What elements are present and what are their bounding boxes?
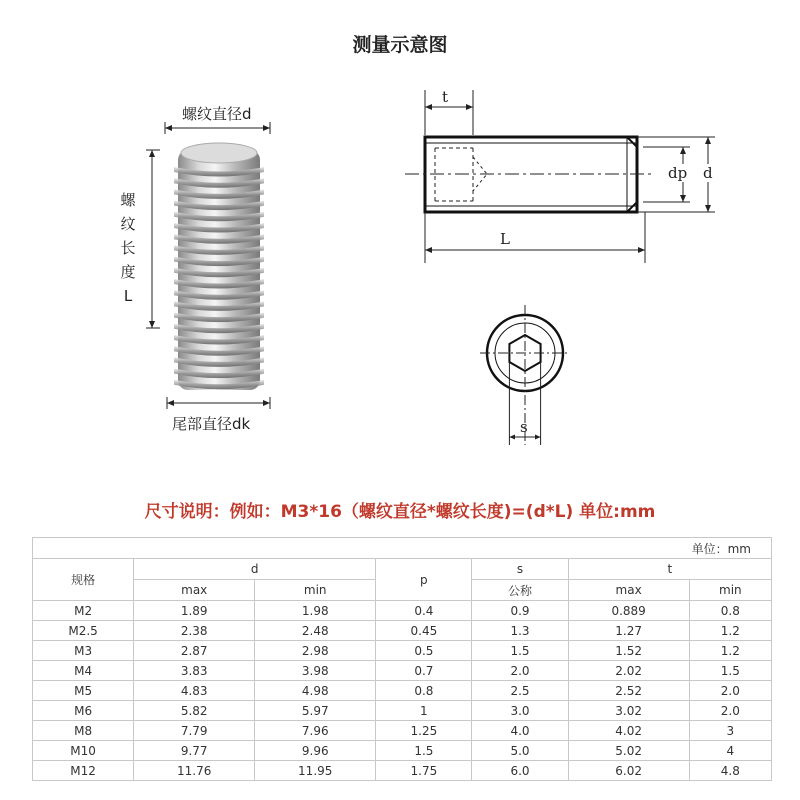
cell-t-max: 2.52 [568,681,689,701]
thread-length-char: 纹 [120,215,136,233]
cell-spec: M5 [33,681,134,701]
thread-length-char: 螺 [120,191,136,209]
header-d: d [134,559,376,580]
cell-p: 1.75 [376,761,472,781]
cell-d-min: 11.95 [255,761,376,781]
unit-cell: 单位：mm [33,538,772,559]
header-p: p [376,559,472,601]
table-row [33,721,772,741]
dp-label: dp [668,164,688,182]
cell-s: 1.3 [472,621,568,641]
table-row [33,601,772,621]
cell-spec: M6 [33,701,134,721]
cell-d-min: 9.96 [255,741,376,761]
cell-t-min: 0.8 [689,601,771,621]
cell-s: 0.9 [472,601,568,621]
cell-d-max: 11.76 [134,761,255,781]
cell-t-max: 6.02 [568,761,689,781]
cell-p: 0.5 [376,641,472,661]
cell-t-min: 2.0 [689,701,771,721]
header-d-min: min [255,580,376,601]
cell-spec: M2.5 [33,621,134,641]
header-t-min: min [689,580,771,601]
cell-t-min: 4 [689,741,771,761]
cell-spec: M4 [33,661,134,681]
header-t: t [568,559,771,580]
cell-t-min: 1.2 [689,621,771,641]
cell-d-min: 2.98 [255,641,376,661]
cell-t-max: 2.02 [568,661,689,681]
cell-d-max: 7.79 [134,721,255,741]
header-s-nominal: 公称 [472,580,568,601]
s-label: s [520,418,528,436]
cell-s: 4.0 [472,721,568,741]
cell-d-max: 9.77 [134,741,255,761]
header-t-max: max [568,580,689,601]
cell-p: 0.8 [376,681,472,701]
thread-length-char: 度 [120,263,136,281]
table-row [33,661,772,681]
screw-photo-graphic [120,95,290,440]
cell-d-min: 7.96 [255,721,376,741]
cell-spec: M12 [33,761,134,781]
cell-t-max: 0.889 [568,601,689,621]
table-row [33,701,772,721]
cell-t-max: 1.27 [568,621,689,641]
cell-t-max: 5.02 [568,741,689,761]
cell-s: 2.0 [472,661,568,681]
thread-length-char: 长 [120,239,136,257]
cell-d-min: 1.98 [255,601,376,621]
cell-d-min: 2.48 [255,621,376,641]
cell-t-min: 3 [689,721,771,741]
cell-d-max: 3.83 [134,661,255,681]
thread-length-label [118,188,138,308]
cell-t-max: 4.02 [568,721,689,741]
unit-row [33,538,772,559]
table-row [33,641,772,661]
cell-s: 1.5 [472,641,568,661]
tail-diameter-label: 尾部直径dk [172,415,251,433]
cell-p: 0.45 [376,621,472,641]
cell-d-max: 2.38 [134,621,255,641]
cell-t-min: 1.5 [689,661,771,681]
cell-p: 0.4 [376,601,472,621]
table-row [33,741,772,761]
cell-spec: M3 [33,641,134,661]
cell-t-min: 2.0 [689,681,771,701]
header-spec: 规格 [33,559,134,601]
cell-d-min: 5.97 [255,701,376,721]
cell-p: 1.5 [376,741,472,761]
cell-spec: M10 [33,741,134,761]
d-label: d [703,164,713,182]
thread-length-char: L [123,287,133,305]
cell-p: 1 [376,701,472,721]
table-row [33,681,772,701]
cell-d-min: 4.98 [255,681,376,701]
cell-spec: M8 [33,721,134,741]
cell-t-min: 4.8 [689,761,771,781]
cell-t-min: 1.2 [689,641,771,661]
table-row [33,761,772,781]
cell-spec: M2 [33,601,134,621]
cell-s: 5.0 [472,741,568,761]
cell-p: 0.7 [376,661,472,681]
thread-diameter-label: 螺纹直径d [182,105,252,123]
spec-table [32,537,772,781]
cell-s: 2.5 [472,681,568,701]
cell-s: 3.0 [472,701,568,721]
cell-t-max: 3.02 [568,701,689,721]
page-title: 测量示意图 [352,34,448,56]
cell-d-max: 4.83 [134,681,255,701]
cell-p: 1.25 [376,721,472,741]
t-label: t [442,88,449,106]
cell-d-min: 3.98 [255,661,376,681]
cell-d-max: 1.89 [134,601,255,621]
cell-s: 6.0 [472,761,568,781]
size-note: 尺寸说明：例如：M3*16（螺纹直径*螺纹长度)=(d*L) 单位:mm [144,502,656,522]
cell-d-max: 5.82 [134,701,255,721]
header-row-1 [33,559,772,580]
cell-t-max: 1.52 [568,641,689,661]
header-s: s [472,559,568,580]
table-row [33,621,772,641]
L-label: L [500,230,510,248]
cell-d-max: 2.87 [134,641,255,661]
screw-photo [120,95,290,440]
header-d-max: max [134,580,255,601]
